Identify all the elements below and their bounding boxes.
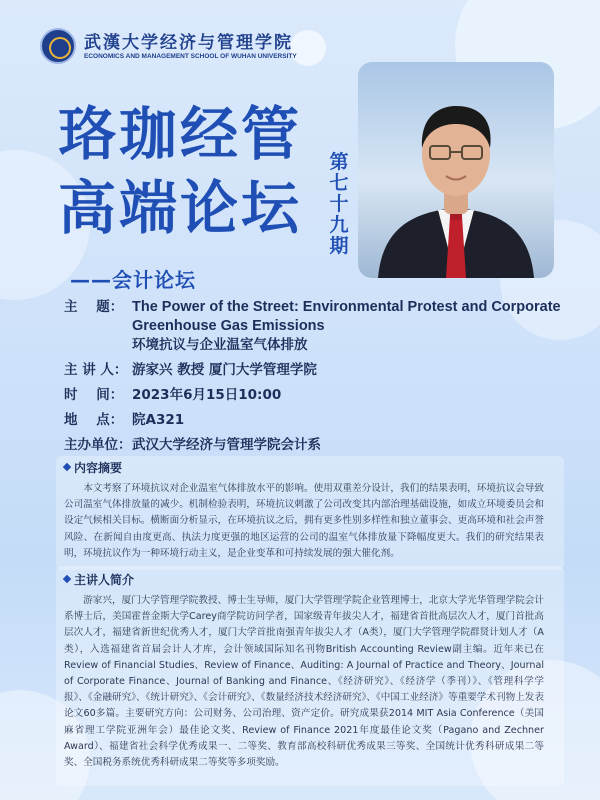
topic-chinese: 环境抗议与企业温室气体排放 <box>132 337 308 353</box>
host-row <box>64 436 564 454</box>
host-label: 主办单位： <box>64 437 132 453</box>
place-label: 地 点： <box>64 412 124 428</box>
bio-heading: 主讲人简介 <box>74 573 135 587</box>
forum-subtitle: ——会计论坛 <box>70 268 196 292</box>
school-name-en: ECONOMICS AND MANAGEMENT SCHOOL OF WUHAN UNIVERSITY <box>84 52 297 60</box>
forum-title-line2: 高端论坛 <box>58 174 303 242</box>
speaker-label: 主 讲 人： <box>64 362 128 378</box>
school-name-block <box>84 33 297 60</box>
topic-value <box>132 298 564 354</box>
time-value: 2023年6月15日10:00 <box>132 387 282 403</box>
school-name-cn: 武漢大学经济与管理学院 <box>84 32 293 53</box>
place-row <box>64 411 564 429</box>
speaker-portrait-illustration <box>358 62 554 278</box>
time-label: 时 间： <box>64 387 124 403</box>
abstract-heading: 内容摘要 <box>74 461 123 475</box>
speaker-row <box>64 361 564 379</box>
topic-english: The Power of the Street: Environmental Protest and Corporate Greenhouse Gas Emissions <box>132 299 561 334</box>
university-seal-logo <box>40 28 76 64</box>
forum-title-line1: 珞珈经管 <box>58 100 303 168</box>
speaker-photo <box>358 62 554 278</box>
abstract-text: 本文考察了环境抗议对企业温室气体排放水平的影响。使用双重差分设计，我们的结果表明，环境抗议会导致公司温室气体排放量的减少。机制检验表明，环境抗议刺激了公司改变其内部治理基础设施，如成立环境委员会和设定气候相关目标。横断面分析显示，在环境抗议之后，拥有更多性别多样性和独立董事会、更高环境和社会声誉风险、在新闻自由度更高、执法力度更强的地区运营的公司的温室气体排放量下降幅度更大。我们的研究结果表明，环境抗议作为一种环境行动主义，是企业变革和可持续发展的强大催化剂。 <box>64 483 544 559</box>
place-value: 院A321 <box>132 412 185 428</box>
speaker-value: 游家兴 教授 厦门大学管理学院 <box>132 362 317 378</box>
bio-text: 游家兴，厦门大学管理学院教授、博士生导师，厦门大学管理学院企业管理博士，北京大学光华管理学院会计系博士后，美国霍普金斯大学Carey商学院访问学者，国家级青年拔尖人才，福建省首批高层次人才，厦门首批高层次人才，福建省新世纪优秀人才，厦门大学首批南强青年拔尖人才（A类），厦门大学管理学院群贤计划人才（A类），入选福建省首届会计人才库，会计领域国际知名刊物British Accounting Review副主编。近年来已在Review of Financial Studies、Review of Finance、Auditing: A Journal of Practice and Theory、Journal of Corporate Finance、Journal of Banking and Finance、《经济研究》、《经济学（季刊）》、《管理科学学报》、《金融研究》、《统计研究》、《会计研究》、《数量经济技术经济研究》、《中国工业经济》等重要学术刊物上发表论文60多篇。主要研究方向：公司财务、公司治理、资产定价。研究成果获2014 MIT Asia Conference（美国麻省理工学院亚洲年会）最佳论文奖、Review of Finance 2021年度最佳论文奖（Pagano and Zechner Award）、福建省社会科学优秀成果一、二等奖、教育部高校科研优秀成果三等奖、全国统计优秀科研成果二等奖、全国税务系统优秀科研成果二等奖等多项奖励。 <box>64 595 544 769</box>
forum-issue-number: 第七十九期 <box>329 151 349 257</box>
school-header <box>40 26 297 66</box>
host-value: 武汉大学经济与管理学院会计系 <box>132 437 321 453</box>
event-info <box>64 298 564 461</box>
time-row <box>64 386 564 404</box>
topic-label: 主 题： <box>64 299 124 315</box>
topic-row <box>64 298 564 354</box>
